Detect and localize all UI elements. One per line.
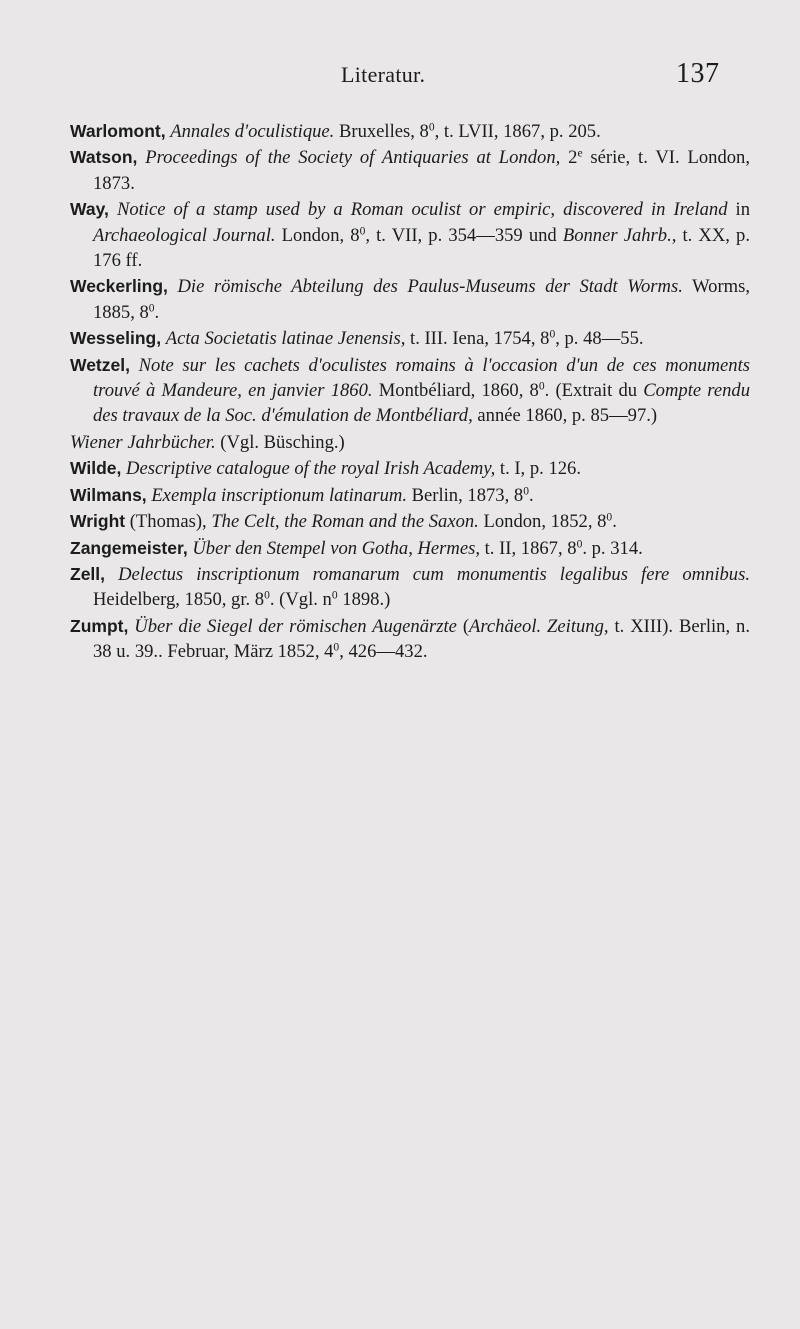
superscript: 0 (148, 302, 155, 315)
entry-text: (Thomas), (125, 511, 212, 533)
entry-text: , p. 48—55. (555, 328, 644, 350)
entry-text: . p. 314. (582, 537, 643, 559)
entry-author: Wilmans, (70, 484, 147, 505)
entry-title-text: Exempla inscriptionum latinarum. (151, 484, 407, 506)
entry-title-text: Note sur les cachets d'oculistes romains à l'occasion d'un de ces monuments trouvé à Mandeure, en janvier 1860. (93, 354, 750, 401)
entry-text: . (Vgl. n (269, 589, 332, 611)
entry-author: Warlomont, (70, 121, 166, 141)
superscript: 0 (606, 511, 613, 524)
bibliography-entry (70, 483, 750, 508)
entry-text: 1898.) (337, 589, 391, 611)
entry-title-text: Wiener Jahrbücher. (70, 431, 216, 453)
bibliography-entry (70, 536, 750, 561)
entry-text: London, 8 (275, 224, 360, 246)
entry-author: Zell, (70, 564, 106, 585)
entry-text: t. II, 1867, 8 (479, 537, 577, 559)
bibliography-entry (70, 509, 750, 534)
entry-text: , t. VII, p. 354—359 und (365, 224, 563, 246)
entry-text: t. I, p. 126. (495, 458, 581, 480)
entry-text (105, 564, 118, 585)
entry-text: t. XIII). Berlin, n. 38 u. 39.. Februar, März 1852, 4 (93, 615, 750, 663)
superscript: 0 (331, 590, 338, 603)
entry-text: 2 (560, 147, 578, 169)
entry-title-text: Proceedings of the Society of Antiquaries at London, (145, 147, 561, 169)
entry-author: Watson, (70, 147, 138, 168)
page-number: 137 (676, 58, 720, 89)
bibliography-list (70, 119, 750, 666)
superscript: 0 (359, 225, 366, 238)
entry-text: . (154, 301, 160, 323)
entry-text (109, 199, 117, 220)
entry-title-text: Über den Stempel von Gotha, Hermes, (192, 537, 480, 559)
bibliography-entry (70, 119, 750, 144)
entry-text: t. XX, p. 176 ff. (93, 224, 750, 271)
bibliography-entry (70, 274, 750, 325)
entry-author: Wesseling, (70, 328, 162, 349)
entry-title-text: Acta Societatis latinae Jenensis, (165, 328, 406, 350)
running-title: Literatur. (341, 62, 426, 87)
entry-title-text: Notice of a stamp used by a Roman oculist or empiric, discovered in Ireland (116, 199, 728, 221)
entry-text: London, 1852, 8 (478, 511, 607, 533)
entry-author: Zangemeister, (70, 537, 188, 558)
entry-author: Way, (70, 199, 109, 220)
entry-author: Wetzel, (70, 354, 130, 375)
bibliography-entry (70, 562, 750, 613)
entry-text: Bruxelles, 8 (334, 121, 429, 142)
entry-title-text: Delectus inscriptionum romanarum cum monumentis legalibus fere omnibus. (118, 564, 750, 586)
entry-text: Worms, 1885, 8 (93, 276, 750, 323)
entry-text: . (528, 484, 534, 506)
entry-text: t. III. Iena, 1754, 8 (405, 328, 550, 350)
entry-text: Heidelberg, 1850, gr. 8 (93, 589, 265, 611)
entry-text: , t. LVII, 1867, p. 205. (434, 121, 601, 142)
entry-title-text: Archäeol. Zeitung, (469, 615, 609, 637)
entry-title-text: Die römische Abteilung des Paulus-Museums der Stadt Worms. (177, 276, 683, 298)
entry-author: Zumpt, (70, 615, 129, 636)
entry-text: Berlin, 1873, 8 (406, 484, 524, 506)
entry-text: année 1860, p. 85—97.) (472, 405, 658, 427)
bibliography-entry (70, 353, 750, 429)
entry-title-text: Über die Siegel der römischen Augenärzte (134, 615, 457, 637)
entry-author: Wright (70, 511, 126, 532)
superscript: 0 (333, 641, 340, 654)
page-header (0, 58, 800, 98)
entry-text: . (Extrait du (544, 379, 644, 401)
entry-text: . (612, 511, 617, 533)
entry-title-text: Compte rendu des travaux de la Soc. d'émulation de Montbéliard, (93, 379, 750, 427)
superscript: 0 (523, 485, 529, 498)
entry-author: Weckerling, (70, 276, 168, 297)
entry-text: (Vgl. Büsching.) (215, 431, 345, 453)
entry-title-text: Bonner Jahrb., (562, 224, 677, 246)
bibliography-entry (70, 456, 750, 481)
bibliography-entry (70, 430, 750, 455)
entry-text: série, t. VI. London, 1873. (93, 147, 750, 194)
entry-text: Montbéliard, 1860, 8 (372, 379, 539, 401)
superscript: e (577, 148, 583, 161)
bibliography-entry (70, 614, 750, 665)
entry-title-text: Annales d'oculistique. (170, 121, 335, 142)
entry-title-text: The Celt, the Roman and the Saxon. (211, 511, 479, 533)
bibliography-entry (70, 326, 750, 351)
entry-text: in (727, 199, 750, 221)
entry-title-text: Archaeological Journal. (93, 224, 276, 246)
entry-text: , 426—432. (339, 641, 428, 663)
bibliography-entry (70, 145, 750, 196)
entry-text (130, 355, 139, 376)
entry-title-text: Descriptive catalogue of the royal Irish Academy, (126, 458, 496, 480)
superscript: 0 (549, 328, 556, 341)
entry-author: Wilde, (70, 458, 122, 479)
superscript: 0 (264, 590, 270, 603)
entry-text: ( (456, 615, 470, 637)
superscript: 0 (428, 121, 435, 134)
superscript: 0 (538, 380, 545, 393)
bibliography-entry (70, 197, 750, 273)
superscript: 0 (576, 538, 583, 551)
